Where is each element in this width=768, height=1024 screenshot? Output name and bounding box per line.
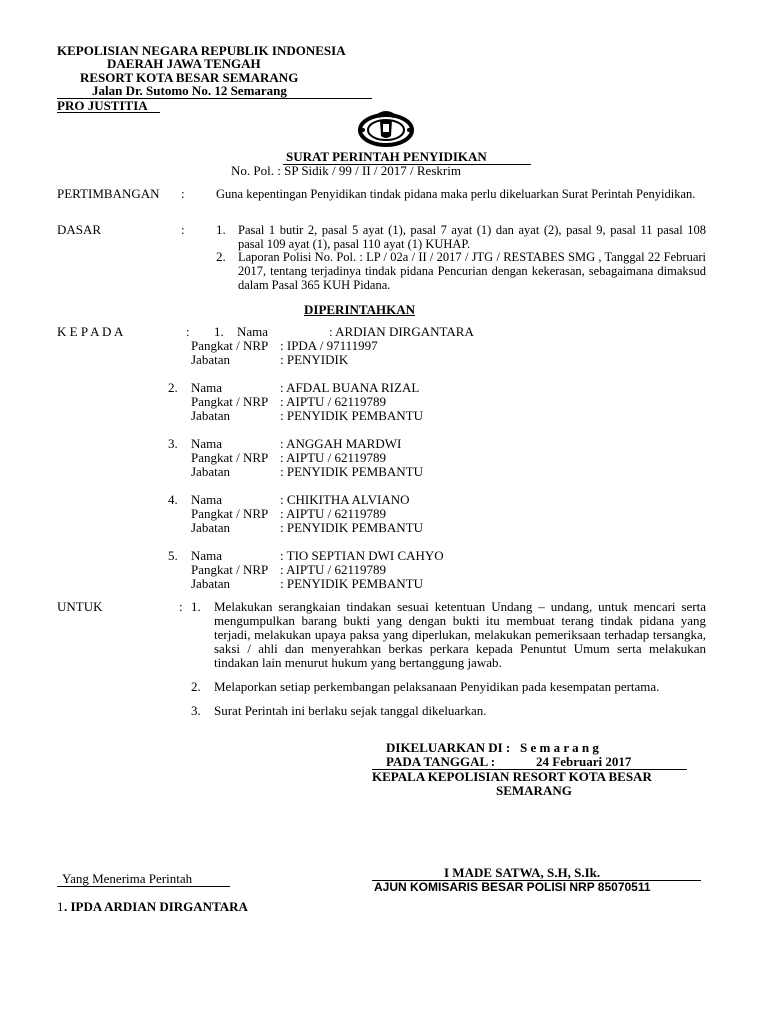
receiver-label: Yang Menerima Perintah [62, 871, 193, 886]
untuk-item-1-text: Melakukan serangkaian tindakan sesuai ketentuan Undang – undang, untuk mencari serta mengumpulkan barang bukti yang dengan bukti itu membuat terang tindak pidana yang terjadi, melakukan upaya paksa yang diperlukan, melakukan pemeriksaan terhadap tersangka, saksi / ahli dan menyerahkan berkas perkara kepada Penuntut Umum serta melakukan tindakan lain menurut hukum yang bertanggung jawab. [214, 599, 706, 670]
person-1-pangkat: : IPDA / 97111997 [280, 338, 378, 353]
person-2-jabatan: : PENYIDIK PEMBANTU [280, 408, 423, 423]
person-3-num: 3. [168, 436, 178, 451]
dasar-colon: : [181, 222, 185, 237]
issued-office-line-1: KEPALA KEPOLISIAN RESORT KOTA BESAR [372, 769, 652, 784]
kepada-colon: : [186, 324, 190, 339]
untuk-item-3-num: 3. [191, 703, 201, 718]
person-4-nama: : CHIKITHA ALVIANO [280, 492, 410, 507]
untuk-item-2-text: Melaporkan setiap perkembangan pelaksanaan Penyidikan pada kesempatan pertama. [214, 679, 660, 694]
person-4-jabatan: : PENYIDIK PEMBANTU [280, 520, 423, 535]
receiver-number: 1 [57, 899, 64, 914]
person-2-nama: : AFDAL BUANA RIZAL [280, 380, 420, 395]
document-title: SURAT PERINTAH PENYIDIKAN [286, 149, 487, 164]
person-5-num: 5. [168, 548, 178, 563]
person-4-nama-label: Nama [191, 492, 223, 507]
diperintahkan-heading: DIPERINTAHKAN [304, 302, 415, 317]
person-1-nama: : ARDIAN DIRGANTARA [329, 324, 474, 339]
dasar-item-1-text: Pasal 1 butir 2, pasal 5 ayat (1), pasal 7 ayat (1) dan ayat (2), pasal 9, pasal 11 pasal 108 pasal 109 ayat (1), pasal 110 ayat (1) KUHAP. [238, 223, 706, 251]
police-emblem-icon [355, 109, 417, 147]
untuk-item-2-num: 2. [191, 679, 201, 694]
receiver-underline [57, 886, 230, 887]
person-3-nama-label: Nama [191, 436, 223, 451]
dasar-item-2-text: Laporan Polisi No. Pol. : LP / 02a / II / 2017 / JTG / RESTABES SMG , Tanggal 22 Februari 2017, tentang terjadinya tindak pidana Pencurian dengan kekerasan, sebagaimana dimaksud dalam Pasal 365 KUH Pidana. [238, 250, 706, 292]
receiver-name: . IPDA ARDIAN DIRGANTARA [64, 899, 248, 914]
pertimbangan-colon: : [181, 186, 185, 201]
header-line-4: Jalan Dr. Sutomo No. 12 Semarang [92, 83, 287, 98]
person-1-jabatan-label: Jabatan [191, 352, 230, 367]
person-5-jabatan: : PENYIDIK PEMBANTU [280, 576, 423, 591]
person-4-pangkat-label: Pangkat / NRP [191, 506, 269, 521]
issued-place: S e m a r a n g [520, 740, 599, 755]
person-3-jabatan-label: Jabatan [191, 464, 230, 479]
signer-name: I MADE SATWA, S.H, S.Ik. [444, 865, 601, 880]
issued-date-label: PADA TANGGAL : [386, 754, 496, 769]
person-5-jabatan-label: Jabatan [191, 576, 230, 591]
person-3-pangkat: : AIPTU / 62119789 [280, 450, 387, 465]
header-line-1: KEPOLISIAN NEGARA REPUBLIK INDONESIA [57, 43, 346, 58]
person-1-pangkat-label: Pangkat / NRP [191, 338, 269, 353]
issued-date: 24 Februari 2017 [536, 754, 632, 769]
person-2-pangkat-label: Pangkat / NRP [191, 394, 269, 409]
person-4-jabatan-label: Jabatan [191, 520, 230, 535]
person-4-num: 4. [168, 492, 178, 507]
person-2-num: 2. [168, 380, 178, 395]
person-4-pangkat: : AIPTU / 62119789 [280, 506, 387, 521]
header-line-3: RESORT KOTA BESAR SEMARANG [80, 70, 299, 85]
untuk-label: UNTUK [57, 599, 103, 614]
untuk-colon: : [179, 599, 183, 614]
untuk-item-3-text: Surat Perintah ini berlaku sejak tanggal dikeluarkan. [214, 703, 487, 718]
dasar-label: DASAR [57, 222, 102, 237]
person-3-nama: : ANGGAH MARDWI [280, 436, 402, 451]
person-3-jabatan: : PENYIDIK PEMBANTU [280, 464, 423, 479]
pertimbangan-label: PERTIMBANGAN [57, 186, 160, 201]
person-5-nama: : TIO SEPTIAN DWI CAHYO [280, 548, 444, 563]
person-1-nama-label: Nama [237, 324, 269, 339]
person-2-pangkat: : AIPTU / 62119789 [280, 394, 387, 409]
person-5-pangkat-label: Pangkat / NRP [191, 562, 269, 577]
person-3-pangkat-label: Pangkat / NRP [191, 450, 269, 465]
pertimbangan-text: Guna kepentingan Penyidikan tindak pidana maka perlu dikeluarkan Surat Perintah Penyidikan. [216, 187, 696, 201]
issued-place-label: DIKELUARKAN DI : [386, 740, 511, 755]
document-number: No. Pol. : SP Sidik / 99 / II / 2017 / Reskrim [231, 163, 461, 178]
pro-justitia: PRO JUSTITIA [57, 98, 148, 113]
dasar-item-1-num: 1. [216, 222, 226, 237]
person-1-jabatan: : PENYIDIK [280, 352, 349, 367]
person-1-num: 1. [214, 324, 224, 339]
person-5-nama-label: Nama [191, 548, 223, 563]
signer-rank: AJUN KOMISARIS BESAR POLISI NRP 85070511 [374, 880, 651, 894]
header-line-2: DAERAH JAWA TENGAH [107, 56, 261, 71]
dasar-item-2-num: 2. [216, 249, 226, 264]
person-2-nama-label: Nama [191, 380, 223, 395]
untuk-item-1-num: 1. [191, 599, 201, 614]
kepada-label: K E P A D A [57, 324, 124, 339]
pro-justitia-underline [57, 112, 160, 113]
issued-office-line-2: SEMARANG [496, 783, 572, 798]
person-5-pangkat: : AIPTU / 62119789 [280, 562, 387, 577]
person-2-jabatan-label: Jabatan [191, 408, 230, 423]
